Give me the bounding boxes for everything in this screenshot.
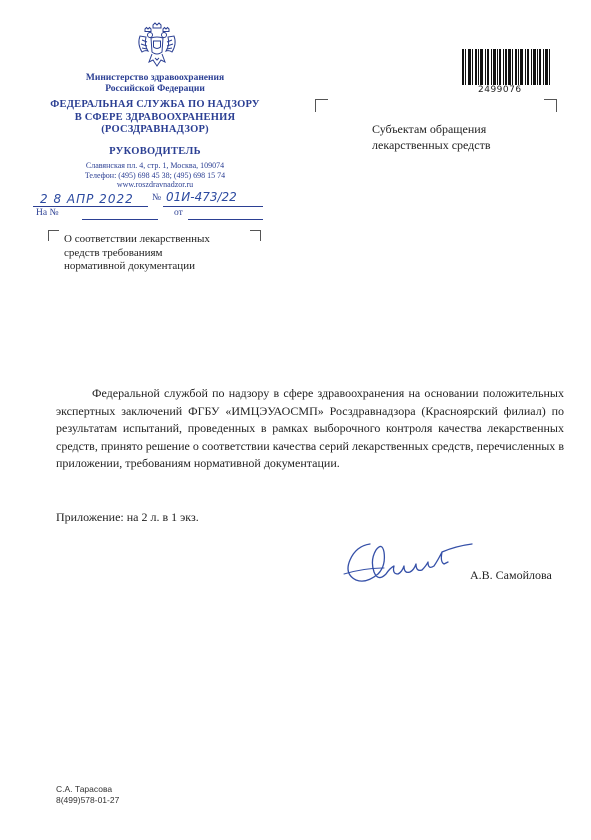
reply-to-label: На № — [36, 208, 59, 218]
reply-number-line — [82, 219, 158, 220]
service-line-2: В СФЕРЕ ЗДРАВООХРАНЕНИЯ — [74, 111, 236, 123]
subject-line-1: О соответствии лекарственных — [64, 233, 210, 245]
subject — [64, 233, 264, 274]
recipient — [372, 122, 562, 153]
contact-block — [20, 161, 290, 190]
number-label: № — [152, 193, 162, 203]
coat-of-arms-icon — [136, 22, 178, 68]
recipient-line-1: Субъектам обращения — [372, 122, 487, 136]
ministry-line-2: Российской Федерации — [105, 84, 205, 94]
handwritten-signature — [330, 530, 480, 590]
number-underline — [163, 206, 263, 207]
barcode-number: 2499076 — [478, 85, 522, 95]
subject-line-3: нормативной документации — [64, 260, 195, 272]
executor-block — [56, 784, 119, 806]
ministry-name — [20, 73, 290, 95]
signer-name: А.В. Самойлова — [470, 568, 552, 582]
date-underline — [33, 206, 148, 207]
attachment-note: Приложение: на 2 л. в 1 экз. — [56, 510, 199, 524]
recipient-line-2: лекарственных средств — [372, 137, 491, 152]
phone: Телефон: (495) 698 45 38; (495) 698 15 74 — [84, 170, 226, 180]
ministry-line-1: Министерство здравоохранения — [85, 73, 225, 83]
recipient-corner-right — [544, 99, 557, 112]
website: www.roszdravnadzor.ru — [116, 180, 194, 190]
recipient-corner-left — [315, 99, 328, 112]
subject-corner-left — [48, 230, 59, 241]
reply-date-line — [188, 219, 263, 220]
service-line-3: (РОСЗДРАВНАДЗОР) — [101, 124, 209, 135]
executor-phone: 8(499)578-01-27 — [56, 795, 120, 805]
head-title: РУКОВОДИТЕЛЬ — [109, 146, 201, 157]
from-label: от — [174, 208, 183, 218]
body-paragraph: Федеральной службой по надзору в сфере здравоохранения на основании положительных экспертных заключений ФГБУ «ИМЦЭУАОСМП» Росздравнадзора (Красноярский филиал) по результатам испытаний, проведенных в рамках выборочного контроля качества лекарственных средств, принято решение о соответствии качества серий лекарственных средств, перечисленных в приложении, требованиям нормативной документации. — [56, 386, 564, 470]
executor-name: С.А. Тарасова — [56, 784, 113, 794]
registration-number: 01И-473/22 — [166, 190, 237, 204]
registration-date: 2 8 АПР 2022 — [40, 192, 134, 206]
barcode-icon — [462, 49, 550, 85]
service-line-1: ФЕДЕРАЛЬНАЯ СЛУЖБА ПО НАДЗОРУ — [50, 99, 260, 110]
subject-line-2: средств требованиям — [64, 246, 163, 259]
service-name — [20, 99, 290, 137]
address: Славянская пл. 4, стр. 1, Москва, 109074 — [85, 161, 225, 170]
